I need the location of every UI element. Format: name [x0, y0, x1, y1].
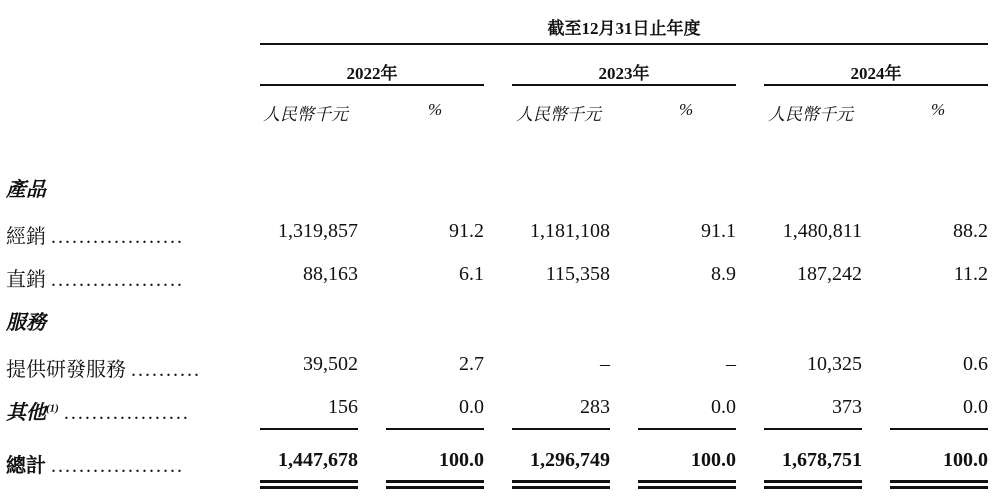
period-rule: [260, 43, 988, 45]
cell-distribution-2024-rmb: 1,480,811: [782, 220, 862, 242]
total-double-rule: [890, 486, 988, 489]
cell-direct-2024-rmb: 187,242: [797, 263, 862, 285]
total-double-rule: [638, 480, 736, 483]
row-label-distribution: [6, 220, 184, 249]
row-label-others: [6, 396, 190, 425]
row-label-text: 提供研發服務: [6, 359, 126, 381]
total-double-rule: [512, 480, 610, 483]
period-header: 截至12月31日止年度: [547, 19, 701, 38]
leader-dots: ..........: [131, 359, 201, 381]
unit-rmb-2022: 人民幣千元: [263, 105, 348, 124]
leader-dots: ...................: [51, 269, 184, 291]
footnote-marker: (1): [46, 402, 59, 415]
cell-distribution-2022-rmb: 1,319,857: [278, 220, 358, 242]
cell-rd-services-2023-pct: –: [726, 353, 736, 375]
row-label-text: 經銷: [6, 226, 46, 248]
cell-direct-2022-rmb: 88,163: [303, 263, 358, 285]
cell-rd-services-2024-pct: 0.6: [963, 353, 988, 375]
cell-total-2023-pct: 100.0: [691, 449, 736, 471]
cell-total-2022-pct: 100.0: [439, 449, 484, 471]
total-double-rule: [386, 486, 484, 489]
cell-others-2022-rmb: 156: [328, 396, 358, 418]
row-label-text: 其他: [6, 402, 46, 424]
total-double-rule: [260, 480, 358, 483]
cell-direct-2022-pct: 6.1: [459, 263, 484, 285]
cell-direct-2023-pct: 8.9: [711, 263, 736, 285]
year-rule-2024: [764, 84, 988, 86]
section-products: 產品: [6, 179, 46, 201]
cell-rd-services-2022-rmb: 39,502: [303, 353, 358, 375]
cell-distribution-2022-pct: 91.2: [449, 220, 484, 242]
row-label-text: 直銷: [6, 269, 46, 291]
cell-total-2022-rmb: 1,447,678: [278, 449, 358, 471]
row-label-text: 總計: [6, 455, 46, 477]
cell-total-2024-pct: 100.0: [943, 449, 988, 471]
cell-rd-services-2023-rmb: –: [600, 353, 610, 375]
subtotal-rule: [890, 428, 988, 430]
unit-rmb-2024: 人民幣千元: [768, 105, 853, 124]
unit-pct-2022: %: [428, 100, 443, 119]
row-label-rd-services: [6, 353, 201, 382]
cell-total-2023-rmb: 1,296,749: [530, 449, 610, 471]
year-header-2022: 2022年: [346, 64, 398, 83]
total-double-rule: [890, 480, 988, 483]
subtotal-rule: [260, 428, 358, 430]
year-header-2023: 2023年: [598, 64, 650, 83]
unit-rmb-2023: 人民幣千元: [516, 105, 601, 124]
section-services: 服務: [6, 312, 46, 334]
cell-direct-2024-pct: 11.2: [953, 263, 988, 285]
subtotal-rule: [638, 428, 736, 430]
subtotal-rule: [386, 428, 484, 430]
cell-rd-services-2024-rmb: 10,325: [807, 353, 862, 375]
total-double-rule: [386, 480, 484, 483]
cell-distribution-2024-pct: 88.2: [953, 220, 988, 242]
cell-distribution-2023-rmb: 1,181,108: [530, 220, 610, 242]
leader-dots: ...................: [51, 455, 184, 477]
subtotal-rule: [512, 428, 610, 430]
cell-distribution-2023-pct: 91.1: [701, 220, 736, 242]
total-double-rule: [512, 486, 610, 489]
total-double-rule: [764, 486, 862, 489]
unit-pct-2023: %: [679, 100, 694, 119]
leader-dots: ..................: [63, 402, 190, 424]
year-rule-2023: [512, 84, 736, 86]
cell-others-2023-pct: 0.0: [711, 396, 736, 418]
total-double-rule: [260, 486, 358, 489]
cell-others-2023-rmb: 283: [580, 396, 610, 418]
cell-others-2024-rmb: 373: [832, 396, 862, 418]
total-double-rule: [764, 480, 862, 483]
row-label-total: [6, 449, 184, 478]
cell-others-2024-pct: 0.0: [963, 396, 988, 418]
cell-others-2022-pct: 0.0: [459, 396, 484, 418]
year-header-2024: 2024年: [850, 64, 902, 83]
row-label-direct: [6, 263, 184, 292]
year-rule-2022: [260, 84, 484, 86]
cell-direct-2023-rmb: 115,358: [545, 263, 610, 285]
unit-pct-2024: %: [931, 100, 946, 119]
cell-rd-services-2022-pct: 2.7: [459, 353, 484, 375]
cell-total-2024-rmb: 1,678,751: [782, 449, 862, 471]
subtotal-rule: [764, 428, 862, 430]
total-double-rule: [638, 486, 736, 489]
leader-dots: ...................: [51, 226, 184, 248]
